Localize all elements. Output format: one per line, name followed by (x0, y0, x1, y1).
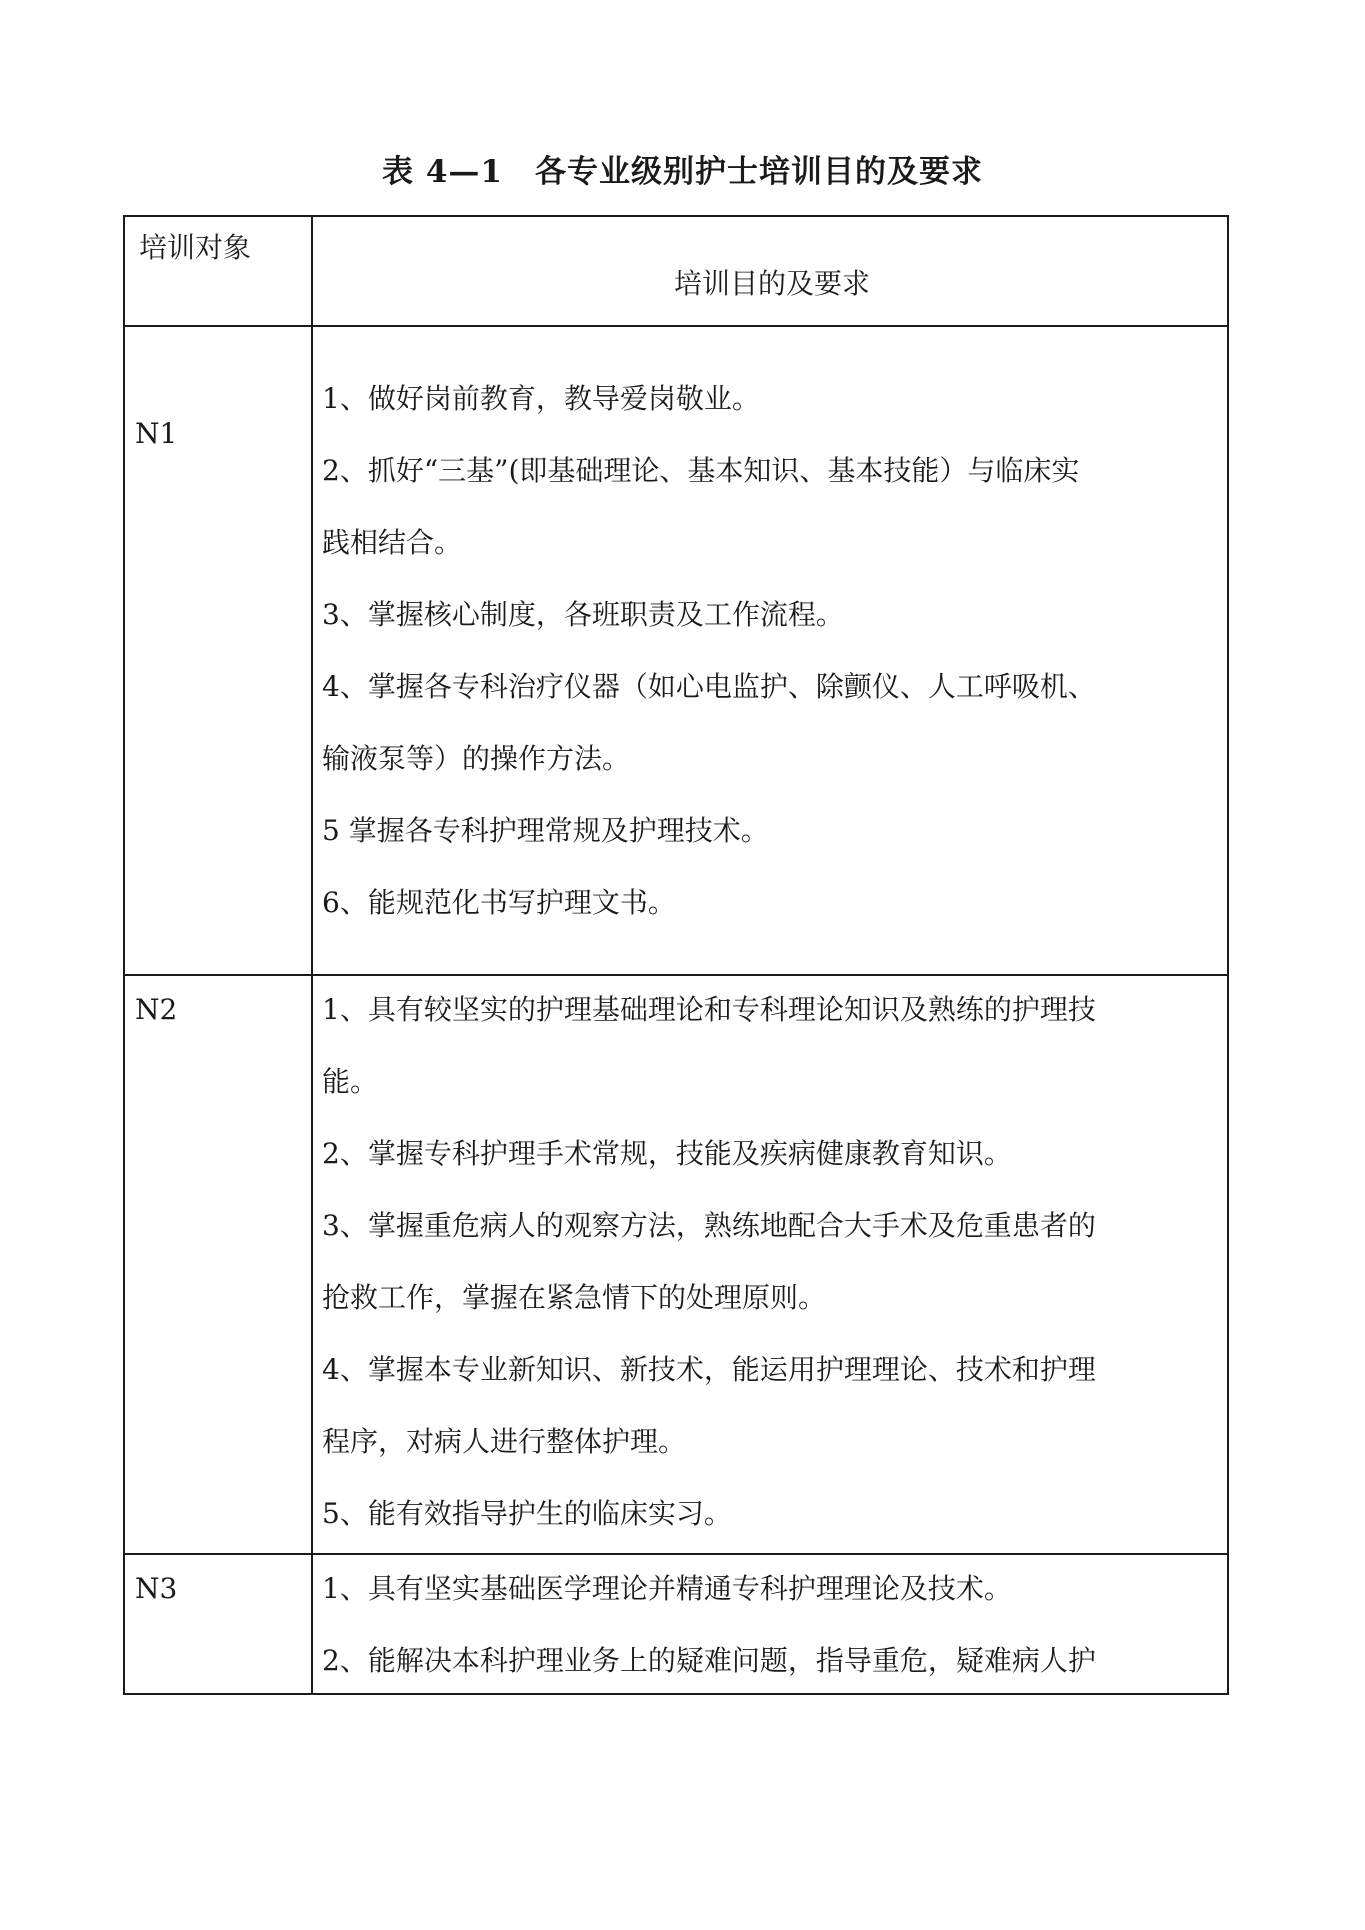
header-target: 培训对象 (139, 231, 252, 264)
requirement-line: 输液泵等）的操作方法。 (322, 742, 631, 775)
requirements-n3 (322, 1553, 1222, 1697)
requirements-n1 (322, 363, 1222, 939)
header-divider (125, 325, 1227, 327)
requirement-line: 2、能解决本科护理业务上的疑难问题，指导重危，疑难病人护 (322, 1644, 1096, 1677)
training-requirements-table (123, 215, 1229, 1695)
requirement-line: 1、做好岗前教育，教导爱岗敬业。 (322, 382, 760, 415)
requirement-line: 4、掌握本专业新知识、新技术，能运用护理理论、技术和护理 (322, 1353, 1096, 1386)
requirement-line: 4、掌握各专科治疗仪器（如心电监护、除颤仪、人工呼吸机、 (322, 670, 1096, 703)
requirement-line: 5、能有效指导护生的临床实习。 (322, 1497, 732, 1530)
level-label-n1: N1 (135, 417, 178, 450)
header-goals: 培训目的及要求 (673, 267, 870, 300)
requirement-line: 能。 (322, 1065, 379, 1098)
table-title: 表 4—1 各专业级别护士培训目的及要求 (382, 154, 983, 190)
requirement-line: 3、掌握核心制度，各班职责及工作流程。 (322, 598, 844, 631)
requirement-line: 2、掌握专科护理手术常规，技能及疾病健康教育知识。 (322, 1137, 1012, 1170)
requirement-line: 抢救工作，掌握在紧急情下的处理原则。 (322, 1281, 827, 1314)
requirement-line: 6、能规范化书写护理文书。 (322, 886, 676, 919)
requirement-line: 1、具有较坚实的护理基础理论和专科理论知识及熟练的护理技 (322, 993, 1096, 1026)
requirement-line: 3、掌握重危病人的观察方法，熟练地配合大手术及危重患者的 (322, 1209, 1096, 1242)
requirements-n2 (322, 974, 1222, 1550)
requirement-line: 2、抓好“三基”(即基础理论、基本知识、基本技能）与临床实 (322, 454, 1080, 487)
column-divider (311, 217, 313, 1693)
level-label-n3: N3 (135, 1572, 178, 1605)
requirement-line: 1、具有坚实基础医学理论并精通专科护理理论及技术。 (322, 1572, 1012, 1605)
requirement-line: 5 掌握各专科护理常规及护理技术。 (322, 814, 769, 847)
requirement-line: 程序，对病人进行整体护理。 (322, 1425, 687, 1458)
level-label-n2: N2 (135, 993, 178, 1026)
requirement-line: 践相结合。 (322, 526, 463, 559)
